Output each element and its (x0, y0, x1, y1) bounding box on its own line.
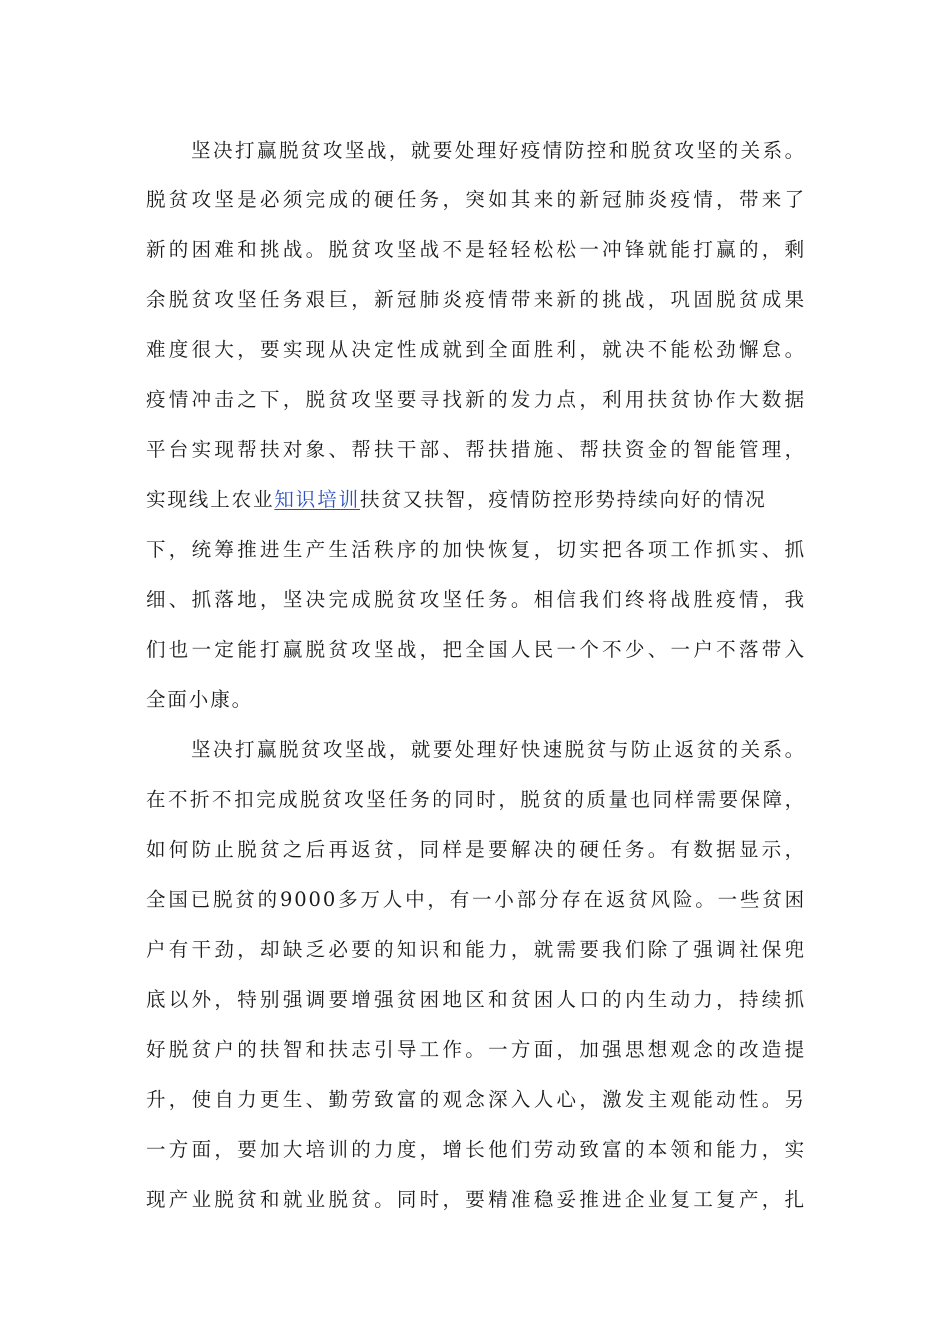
paragraph-2-line-1: 坚决打赢脱贫攻坚战，就要处理好快速脱贫与防止返贫的关系。 (191, 738, 806, 761)
knowledge-training-link[interactable]: 知识培训 (274, 488, 361, 511)
paragraph-2-line-8: 升，使自力更生、勤劳致富的观念深入人心，激发主观能动性。另 (146, 1088, 806, 1111)
paragraph-2-line-5: 户有干劲，却缺乏必要的知识和能力，就需要我们除了强调社保兜 (146, 938, 806, 961)
paragraph-2-line-4: 全国已脱贫的9000多万人中，有一小部分存在返贫风险。一些贫困 (146, 888, 806, 911)
paragraph-2-line-9: 一方面，要加大培训的力度，增长他们劳动致富的本领和能力，实 (146, 1138, 806, 1161)
paragraph-2-line-6: 底以外，特别强调要增强贫困地区和贫困人口的内生动力，持续抓 (146, 988, 806, 1011)
paragraph-1-line-7: 平台实现帮扶对象、帮扶干部、帮扶措施、帮扶资金的智能管理， (146, 438, 806, 461)
paragraph-1-line-6: 疫情冲击之下，脱贫攻坚要寻找新的发力点，利用扶贫协作大数据 (146, 388, 806, 411)
line-text-before-link: 实现线上农业 (146, 488, 275, 511)
line-text-after-link: 扶贫又扶智，疫情防控形势持续向好的情况 (360, 488, 767, 511)
paragraph-1-line-1: 坚决打赢脱贫攻坚战，就要处理好疫情防控和脱贫攻坚的关系。 (191, 139, 806, 162)
paragraph-1-line-11: 们也一定能打赢脱贫攻坚战，把全国人民一个不少、一户不落带入 (146, 638, 806, 661)
paragraph-1-line-3: 新的困难和挑战。脱贫攻坚战不是轻轻松松一冲锋就能打赢的，剩 (146, 238, 806, 261)
paragraph-2-line-3: 如何防止脱贫之后再返贫，同样是要解决的硬任务。有数据显示， (146, 838, 806, 861)
paragraph-1-line-9: 下，统筹推进生产生活秩序的加快恢复，切实把各项工作抓实、抓 (146, 538, 806, 561)
paragraph-2-line-10: 现产业脱贫和就业脱贫。同时，要精准稳妥推进企业复工复产，扎 (146, 1188, 806, 1211)
paragraph-1-line-12: 全面小康。 (146, 688, 254, 711)
paragraph-2-line-7: 好脱贫户的扶智和扶志引导工作。一方面，加强思想观念的改造提 (146, 1038, 806, 1061)
paragraph-1-line-10: 细、抓落地，坚决完成脱贫攻坚任务。相信我们终将战胜疫情，我 (146, 588, 806, 611)
paragraph-2-line-2: 在不折不扣完成脱贫攻坚任务的同时，脱贫的质量也同样需要保障， (146, 788, 806, 811)
paragraph-1-line-2: 脱贫攻坚是必须完成的硬任务，突如其来的新冠肺炎疫情，带来了 (146, 188, 806, 211)
paragraph-1-line-4: 余脱贫攻坚任务艰巨，新冠肺炎疫情带来新的挑战，巩固脱贫成果 (146, 288, 806, 311)
paragraph-1-line-8 (146, 484, 806, 516)
paragraph-1-line-5: 难度很大，要实现从决定性成就到全面胜利，就决不能松劲懈怠。 (146, 338, 806, 361)
